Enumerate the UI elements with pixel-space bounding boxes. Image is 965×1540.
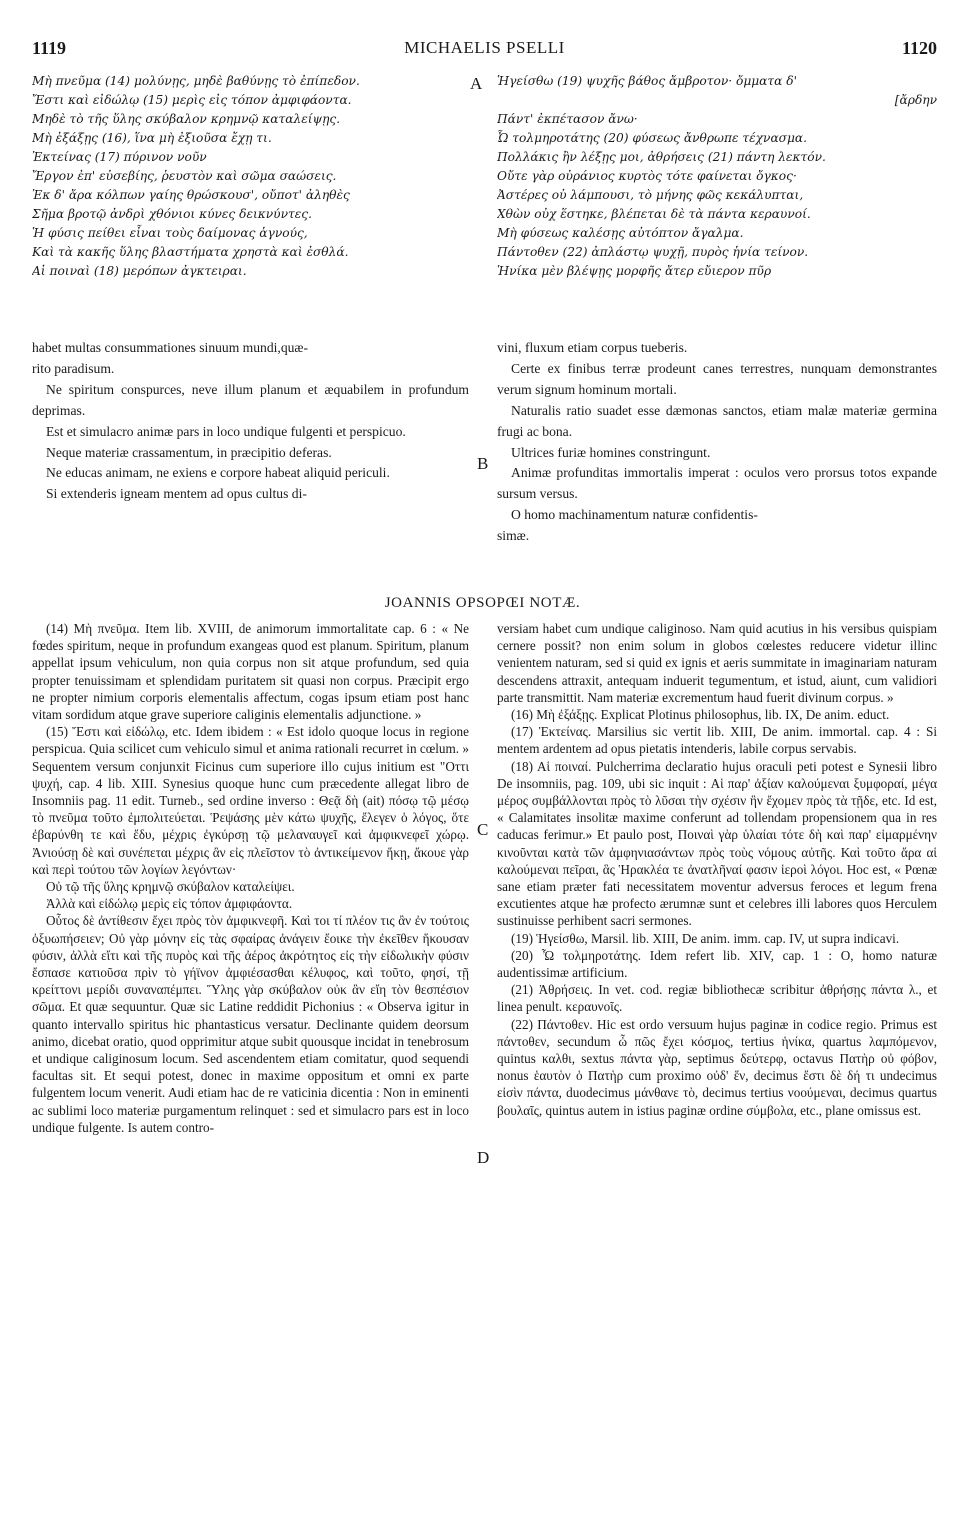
- verse-line: Πολλάκις ἢν λέξῃς μοι, ἀθρήσεις (21) πάντη λεκτόν.: [497, 150, 826, 164]
- translation-paragraph: Certe ex finibus terræ prodeunt canes terrestres, nunquam demonstrantes verum signum hominum mortali.: [497, 360, 937, 397]
- translation-paragraph: vini, fluxum etiam corpus tueberis.: [497, 340, 688, 355]
- verse-line: Ἐκ δ' ἄρα κόλπων γαίης θρώσκουσ', οὔποτ' ἀληθὲς: [32, 188, 350, 202]
- page-header: [32, 38, 937, 64]
- translation-paragraph: Ne educas animam, ne exiens e corpore habeat aliquid periculi.: [46, 465, 390, 481]
- verse-line: [ἄρδην: [894, 93, 937, 107]
- verse-line: Μηδὲ τὸ τῆς ὕλης σκύβαλον κρημνῷ καταλείψῃς.: [32, 112, 341, 126]
- verse-line: Ἀστέρες οὐ λάμπουσι, τὸ μήνης φῶς κεκάλυπται,: [497, 188, 804, 202]
- margin-letter-b: B: [477, 454, 489, 473]
- translation-paragraph: Ne spiritum conspurces, neve illum planum et æquabilem in profundum deprimas.: [32, 381, 469, 418]
- notes-left-column: [32, 620, 469, 1136]
- notes-right-column: [497, 620, 937, 1119]
- translation-paragraph: Ultrices furiæ homines constringunt.: [511, 444, 711, 460]
- note-paragraph: Οὗτος δὲ ἀντίθεσιν ἔχει πρὸς τὸν ἀμφικνεφῆ. Καὶ τοι τί πλέον τις ἂν ἐν τούτοις ὀξυωπήσειεν; Οὐ γὰρ μόνην εἰς τὰς σφαίρας ἀνάγειν ἔοικε τὴν ἐκεῖθεν ἥκουσαν φύσιν, ἀλλὰ εἴτι καὶ τῆς πυρὸς καὶ τῆς ἀέρος ἀκρότητος εἰς τὴν εἰδωλικὴν φύσιν ἔσπασε κατιοῦσα πρὶν τὸ γήϊνον ἀμφιέσασθαι κέλυφος, καὶ τοῦτο, φησί, τῇ κρείττονι μερίδι συναναπέμπει. Ὕλης γὰρ σκύβαλον οὐκ ἂν εἴη τὸν θεσπέσιον σῶμα. Et quæ sequuntur. Quæ sic Latine reddidit Pichonius : « Observa igitur in quanto intervallo spiritus hic phantasticus versatur. Declinante quidem deorsum animo, dicebat oratio, quod opprimitur atque subit quousque incidat in tenebrosum et undique caliginosum locum. Sed ascendentem etiam comitatur, quod sequendi facultas sit. Et sequi potest, donec in maxime oppositum et omni ex parte fulgentem locum venerit. Audi etiam hac de re vaticinia dicentia : Non in eminenti ac sublimi loco materiæ purgamentum relinquet : sed et simulacro pars est in loco undique fulgente. Is autem contro-: [32, 913, 469, 1135]
- note-paragraph: (17) Ἐκτείνας. Marsilius sic vertit lib. XIII, De anim. immortal. cap. 4 : Si mentem ardentem ad opus pietatis intenderis, labile corpus servabis.: [497, 724, 937, 757]
- verse-line: Πάντοθεν (22) ἀπλάστῳ ψυχῇ, πυρὸς ἡνία τείνον.: [497, 245, 809, 259]
- verse-line: Πάντ' ἐκπέτασον ἄνω·: [497, 112, 638, 126]
- greek-verses-right: [497, 72, 937, 281]
- translation-paragraph: Si extenderis igneam mentem ad opus cultus di-: [46, 486, 307, 502]
- note-paragraph: (21) Ἀθρήσεις. In vet. cod. regiæ bibliothecæ scribitur ἀθρήσῃς πάντα λ., et linea penult. κεραυνοῖς.: [497, 982, 937, 1015]
- verse-line: Ἡνίκα μὲν βλέψῃς μορφῆς ἄτερ εὔιερον πῦρ: [497, 264, 772, 278]
- note-paragraph: (18) Αἱ ποιναί. Pulcherrima declaratio hujus oraculi peti potest e Synesii libro De insomniis, pag. 109, ubi sic inquit : Αἱ παρ' ἀξίαν καλούμεναι ξυμφοραί, μέγα μέρος συμβάλλονται πρὸς τὸ λῦσαι τὴν σχέσιν ἣν ἔχομεν πρὸς τὰ τῇδε, etc. Id est, « Calamitates insolitæ maxime conferunt ad tollendam propensionem qua in res caducas ferimur.» Et paulo post, Ποιναὶ γὰρ ὑλαίαι τότε δὴ καὶ παρ' εἱμαρμένην κινοῦνται κατὰ τῶν ἀμφηνιασάντων πρὸς τοὺς νόμους αὐτῆς. Καὶ τοῦτο ἄρα αἱ καλούμεναι πεῖραι, ἃς Ἡρακλέα τε ἀνατλῆναί φασιν ἱεροὶ λόγοι. Hoc est, « Pœnæ sane etiam præter fati necessitatem moventur adversus feroces et legum frena excutientes atque hæ profecto ærumnæ sunt et celebres illi labores quos Herculem sustinuisse perhibent sacri sermones.: [497, 758, 937, 929]
- verse-line: Καὶ τὰ κακῆς ὕλης βλαστήματα χρηστὰ καὶ ἐσθλά.: [32, 245, 349, 259]
- verse-line: Χθὼν οὐχ ἕστηκε, βλέπεται δὲ τὰ πάντα κεραυνοί.: [497, 207, 811, 221]
- verse-line: Ἡγείσθω (19) ψυχῆς βάθος ἄμβροτον· ὄμματα δ': [497, 74, 797, 88]
- notes-title: JOANNIS OPSOPŒI NOTÆ.: [384, 595, 581, 611]
- translation-paragraph: O homo machinamentum naturæ confidentis-: [511, 507, 758, 523]
- verse-line: Ἡ φύσις πείθει εἶναι τοὺς δαίμονας ἁγνούς,: [32, 226, 308, 240]
- note-paragraph: (22) Πάντοθεν. Hic est ordo versuum hujus paginæ in codice regio. Primus est πάντοθεν, secundum ὦ πῶς ἔχει κόσμος, tertius ἡνίκα, quartus λαμπόμενον, quintus καλθι, sextus πάντα γὰρ, septimus δεύτερφ, octavus Πατὴρ οὐ φόβον, nonus ἑαυτὸν ὁ Πατὴρ cum proximo οὐδ' ἕν, decimus ἔστι δὲ δή τι undecimus εἰσὶν πάντα, duodecimus μάνθανε τὸ, decimus tertius νοούμεναι, decimus quartus βουλαῖς, quintus autem in istius paginæ ordine σύμβολα, etc., plane omissus est.: [497, 1016, 937, 1118]
- running-title: MICHAELIS PSELLI: [404, 38, 565, 57]
- note-paragraph: versiam habet cum undique caliginoso. Nam quid acutius in his versibus quispiam cernere possit? non enim solum in globos cœlestes reducere videtur illinc venientem naturam, sed si quid ex ignis et aeris summitate in imaginariam naturam descendens attraxit, antequam induerit tegumentum, et istud, aiunt, cum validiori parte transmittit. Nam materiæ excrementum haud fuerit divinum corpus. »: [497, 621, 937, 705]
- verse-line: Ἔστι καὶ εἰδώλῳ (15) μερὶς εἰς τόπον ἀμφιφάοντα.: [32, 93, 352, 107]
- note-paragraph: Οὐ τῷ τῆς ὕλης κρημνῷ σκύβαλον καταλείψει.: [46, 879, 295, 895]
- translation-paragraph: rito paradisum.: [32, 360, 115, 376]
- verse-line: Ἔργον ἐπ' εὐσεβίης, ῥευστὸν καὶ σῶμα σαώσεις.: [32, 169, 337, 183]
- note-paragraph: Ἀλλὰ καὶ εἰδώλῳ μερὶς εἰς τόπον ἀμφιφάοντα.: [46, 896, 293, 912]
- translation-paragraph: Animæ profunditas immortalis imperat : oculos vero prorsus totos expande sursum versus.: [497, 465, 937, 502]
- verse-line: Μὴ φύσεως καλέσῃς αὐτόπτον ἄγαλμα.: [497, 226, 744, 240]
- verse-line: Ἐκτείνας (17) πύρινον νοῦν: [32, 150, 207, 164]
- page-number-right: 1120: [901, 38, 937, 58]
- verse-line: Ὦ τολμηροτάτης (20) φύσεως ἄνθρωπε τέχνασμα.: [497, 131, 808, 145]
- verse-line: Αἱ ποιναὶ (18) μερόπων ἀγκτειραι.: [32, 264, 247, 278]
- margin-letter-a: A: [470, 74, 483, 93]
- note-paragraph: (15) Ἔστι καὶ εἰδώλῳ, etc. Idem ibidem : « Est idolo quoque locus in regione perspicua. Quia scilicet cum vehiculo simul et anima rationali recurret in cœlum. » Sequentem versum conjunxit Ficinus cum superiore illo cujus initium est "Οττι ψυχή, cap. 4 lib. XIII. Synesius quoque hunc cum præcedente allegat libro de Insomniis pag. 11 edit. Turneb., sed ordine inverso : Θεᾷ δὴ (ait) πόσῳ τῷ μέσῳ τὸ πνεῦμα τοῦτο ἐμπολιτεύεται. Ῥεψάσης μὲν κάτω ψυχῆς, ἔλεγεν ὁ λόγος, ὅτε ἐβαρύνθη τε καὶ ἔδυ, μέχρις ἐγκύρσῃ τῷ μελαναυγεῖ καὶ ἀμφικνεφεῖ χώρῳ. Ἀνιούσῃ δὲ καὶ συνέπεται μέχρις ἂν εἰς πλεῖστον τὸ ἀντικείμενον ἥκῃ, ἄκουε γὰρ καὶ περὶ τούτου τῶν λογίων λεγόντων·: [32, 724, 469, 877]
- translation-paragraph: habet multas consummationes sinuum mundi,quæ-: [32, 340, 309, 355]
- verse-line: Μὴ ἐξάξῃς (16), ἵνα μὴ ἐξιοῦσα ἔχῃ τι.: [32, 131, 272, 145]
- translation-paragraph: simæ.: [497, 528, 530, 544]
- translation-paragraph: Est et simulacro animæ pars in loco undique fulgenti et perspicuo.: [46, 423, 406, 439]
- translation-paragraph: Naturalis ratio suadet esse dæmonas sanctos, etiam malæ materiæ germina frugi ac bona.: [497, 402, 937, 439]
- note-paragraph: (20) Ὦ τολμηροτάτης. Idem refert lib. XIV, cap. 1 : O, homo naturæ audentissimæ artificium.: [497, 947, 937, 981]
- note-paragraph: (19) Ἡγείσθω, Marsil. lib. XIII, De anim. imm. cap. IV, ut supra indicavi.: [511, 930, 900, 946]
- margin-letter-d: D: [477, 1148, 490, 1167]
- verse-line: Σῆμα βροτῷ ἀνδρὶ χθόνιοι κύνες δεικνύντες.: [32, 207, 312, 221]
- latin-translation-right: [497, 338, 937, 547]
- note-paragraph: (16) Μὴ ἐξάξῃς. Explicat Plotinus philosophus, lib. IX, De anim. educt.: [511, 707, 890, 723]
- verse-line: Οὔτε γὰρ οὐράνιος κυρτὸς τότε φαίνεται ὄγκος·: [497, 169, 797, 183]
- margin-letter-c: C: [477, 820, 489, 839]
- greek-verses-left: [32, 72, 482, 281]
- latin-translation-left: [32, 338, 469, 505]
- translation-paragraph: Neque materiæ crassamentum, in præcipitio deferas.: [46, 444, 332, 460]
- verse-line: Μὴ πνεῦμα (14) μολύνῃς, μηδὲ βαθύνῃς τὸ ἐπίπεδον.: [32, 74, 360, 88]
- note-paragraph: (14) Μὴ πνεῦμα. Item lib. XVIII, de animorum immortalitate cap. 6 : « Ne fœdes spiritum, neque in profundum exangeas quod est planum. Spiritum, planum appellat ipsum vehiculum, non quia corpus non sit atque profundum, sed quia propter tenuissimam et splendidam puritatem sit quasi non corpus. Præcipit ergo ne propter nimium corporis elementalis affectum, cogas ipsum etiam post hanc vitam sordidum atque grave superiore caliginis elementalis adjunctione. »: [32, 621, 469, 723]
- page-number-left: 1119: [32, 38, 67, 58]
